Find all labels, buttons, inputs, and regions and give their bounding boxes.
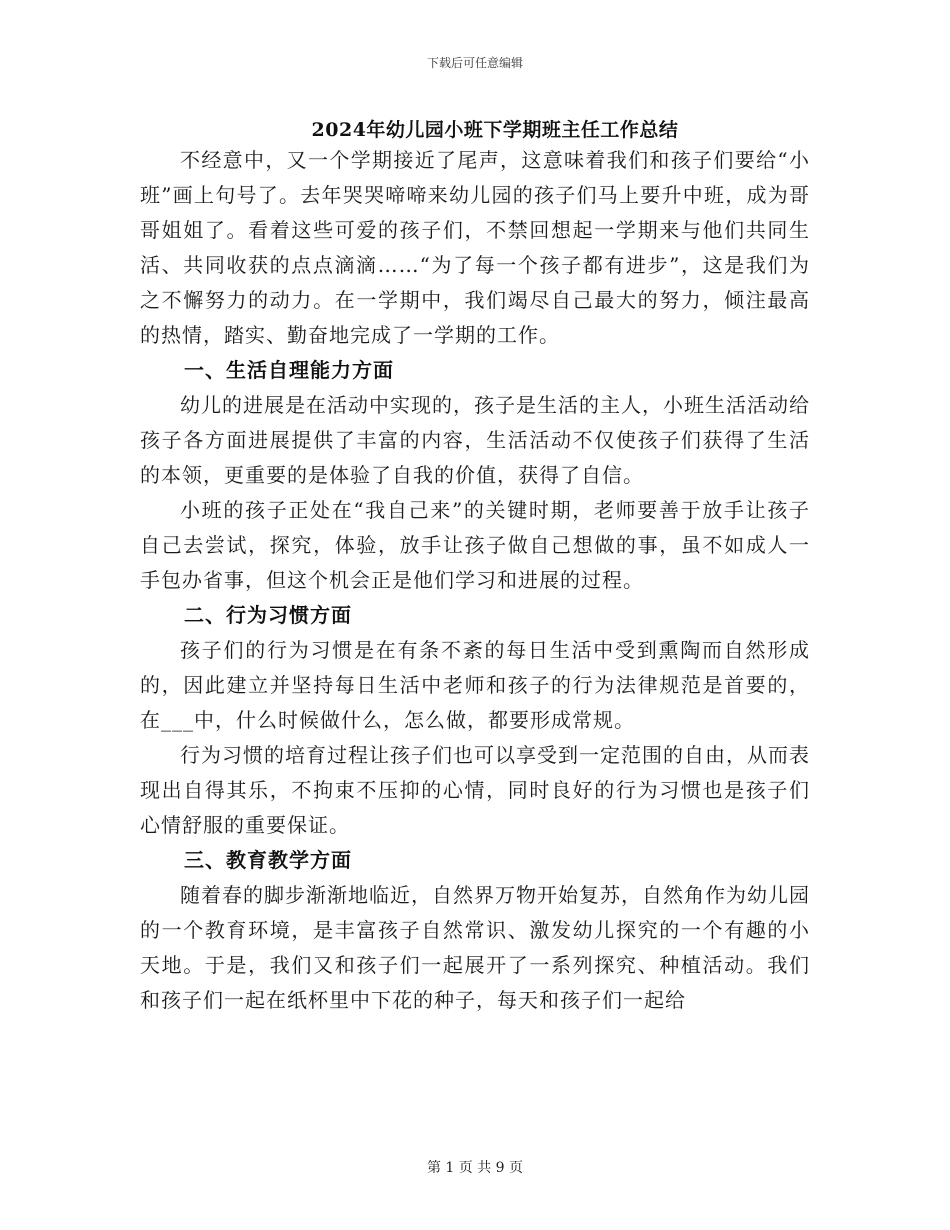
body-paragraph: 幼儿的进展是在活动中实现的，孩子是生活的主人，小班生活活动给孩子各方面进展提供了丰富的内容，生活活动不仅使孩子们获得了生活的本领，更重要的是体验了自我的价值，获得了自信。 <box>140 393 810 487</box>
body-paragraph: 孩子们的行为习惯是在有条不紊的每日生活中受到熏陶而自然形成的，因此建立并坚持每日生活中老师和孩子的行为法律规范是首要的，在___中，什么时候做什么，怎么做，都要形成常规。 <box>140 638 810 732</box>
body-paragraph: 不经意中，又一个学期接近了尾声，这意味着我们和孩子们要给“小班”画上句号了。去年哭哭啼啼来幼儿园的孩子们马上要升中班，成为哥哥姐姐了。看着这些可爱的孩子们，不禁回想起一学期来与他们共同生活、共同收获的点点滴滴……“为了每一个孩子都有进步”，这是我们为之不懈努力的动力。在一学期中，我们竭尽自己最大的努力，倾注最高的热情，踏实、勤奋地完成了一学期的工作。 <box>140 148 810 347</box>
body-paragraph: 随着春的脚步渐渐地临近，自然界万物开始复苏，自然角作为幼儿园的一个教育环境，是丰富孩子自然常识、激发幼儿探究的一个有趣的小天地。于是，我们又和孩子们一起展开了一系列探究、种植活动。我们和孩子们一起在纸杯里中下花的种子，每天和孩子们一起给 <box>140 883 810 1012</box>
body-paragraph: 行为习惯的培育过程让孩子们也可以享受到一定范围的自由，从而表现出自得其乐，不拘束不压抑的心情，同时良好的行为习惯也是孩子们心情舒服的重要保证。 <box>140 743 810 837</box>
section-heading: 三、教育教学方面 <box>184 848 352 872</box>
page-number: 第 1 页 共 9 页 <box>426 1160 524 1176</box>
body-paragraph: 小班的孩子正处在“我自己来”的关键时期，老师要善于放手让孩子自己去尝试，探究，体验，放手让孩子做自己想做的事，虽不如成人一手包办省事，但这个机会正是他们学习和进展的过程。 <box>140 498 810 592</box>
section-heading: 一、生活自理能力方面 <box>184 358 394 382</box>
document-title: 2024年幼儿园小班下学期班主任工作总结 <box>311 119 679 141</box>
section-heading: 二、行为习惯方面 <box>184 603 352 627</box>
document-body <box>140 143 810 1018</box>
header-note: 下载后可任意编辑 <box>426 56 523 70</box>
